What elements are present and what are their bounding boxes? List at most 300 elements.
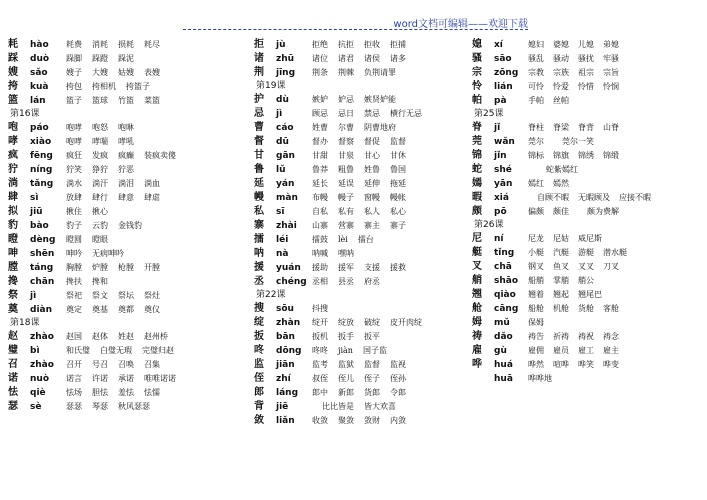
vocab-row bbox=[254, 66, 466, 80]
vocab-words bbox=[312, 66, 466, 80]
vocab-character: 拟 bbox=[8, 206, 18, 217]
vocab-word: 可怜 bbox=[528, 82, 544, 91]
vocab-pinyin: wǎn bbox=[494, 137, 515, 147]
vocab-words bbox=[528, 135, 704, 149]
lesson-heading: 第16课 bbox=[10, 109, 40, 119]
vocab-character: 耗 bbox=[8, 39, 18, 50]
vocab-word: 支援 bbox=[364, 263, 380, 272]
vocab-character: 曹 bbox=[254, 122, 264, 133]
vocab-word: 侄儿 bbox=[338, 374, 354, 383]
vocab-word: 诸侯 bbox=[364, 54, 380, 63]
vocab-character: 嫣 bbox=[472, 178, 482, 189]
vocab-row bbox=[8, 372, 245, 386]
vocab-pinyin: yuán bbox=[276, 263, 301, 273]
vocab-word: 幔子 bbox=[338, 193, 354, 202]
vocab-word: 比比皆是 bbox=[322, 402, 354, 411]
vocab-word: 宗教 bbox=[528, 68, 544, 77]
vocab-word: 姑嫂 bbox=[118, 68, 134, 77]
vocab-character: 私 bbox=[254, 206, 264, 217]
vocab-words bbox=[66, 149, 245, 163]
vocab-pinyin: dǎo bbox=[494, 332, 513, 342]
column-right bbox=[472, 38, 704, 386]
vocab-pinyin: cáo bbox=[276, 123, 294, 133]
vocab-pinyin: ní bbox=[494, 234, 504, 244]
vocab-pinyin: duò bbox=[30, 54, 50, 64]
vocab-words bbox=[66, 191, 245, 205]
vocab-word: 胆怯 bbox=[92, 388, 108, 397]
vocab-pinyin: chān bbox=[30, 277, 55, 287]
vocab-words bbox=[312, 344, 466, 358]
vocab-row bbox=[8, 121, 245, 135]
vocab-word: 淌血 bbox=[144, 179, 160, 188]
vocab-character: 怯 bbox=[8, 387, 18, 398]
vocab-pinyin: chā bbox=[494, 262, 512, 272]
vocab-row bbox=[254, 344, 466, 358]
vocab-row bbox=[8, 358, 245, 372]
vocab-word: 祭坛 bbox=[118, 291, 134, 300]
vocab-row bbox=[8, 247, 245, 261]
vocab-pinyin: jǐ bbox=[494, 123, 501, 133]
vocab-row bbox=[472, 38, 704, 52]
vocab-pinyin: dōng bbox=[276, 346, 302, 356]
vocab-words bbox=[528, 149, 704, 163]
vocab-word: 搀扶 bbox=[66, 277, 82, 286]
vocab-word: 莞尔一笑 bbox=[562, 137, 594, 146]
vocab-word: 负荆请罪 bbox=[364, 68, 396, 77]
vocab-row bbox=[254, 163, 466, 177]
vocab-word: 嘿呐 bbox=[338, 249, 354, 258]
vocab-word: 怯懦 bbox=[144, 388, 160, 397]
vocab-row bbox=[8, 275, 245, 289]
vocab-pinyin: jiān bbox=[276, 360, 295, 370]
vocab-word: 云豹 bbox=[92, 221, 108, 230]
vocab-word: 怜爱 bbox=[553, 82, 569, 91]
vocab-word: 粗鲁 bbox=[338, 165, 354, 174]
vocab-pinyin: jīng bbox=[276, 68, 296, 78]
vocab-word: 祷祝 bbox=[578, 332, 594, 341]
vocab-row bbox=[254, 107, 466, 121]
vocab-word: 耗尽 bbox=[144, 40, 160, 49]
vocab-words bbox=[528, 302, 704, 316]
vocab-words bbox=[66, 135, 245, 149]
vocab-word: 金钱豹 bbox=[118, 221, 142, 230]
column-left bbox=[8, 38, 245, 414]
vocab-row bbox=[8, 289, 245, 303]
vocab-pinyin: pà bbox=[494, 96, 507, 106]
vocab-pinyin: chéng bbox=[276, 277, 307, 287]
vocab-character: 郎 bbox=[254, 387, 264, 398]
vocab-word: 叉叉 bbox=[578, 262, 594, 271]
vocab-pinyin: fēng bbox=[30, 151, 53, 161]
vocab-character: 荆 bbox=[254, 67, 264, 78]
vocab-character: 怜 bbox=[472, 81, 482, 92]
vocab-character: 延 bbox=[254, 178, 264, 189]
vocab-row bbox=[8, 38, 245, 52]
vocab-word: 唯唯诺诺 bbox=[144, 374, 176, 383]
vocab-row bbox=[8, 330, 245, 344]
vocab-pinyin: hào bbox=[30, 40, 49, 50]
vocab-word: 弟媳 bbox=[603, 40, 619, 49]
vocab-word: 甘泉 bbox=[338, 151, 354, 160]
vocab-word: 监督 bbox=[364, 360, 380, 369]
vocab-word: 皮开肉绽 bbox=[390, 318, 422, 327]
vocab-word: 锦标 bbox=[528, 151, 544, 160]
lesson-heading: 第19课 bbox=[256, 81, 286, 91]
vocab-word: 咆哮 bbox=[66, 137, 82, 146]
vocab-word: 客舱 bbox=[603, 304, 619, 313]
vocab-word: 顾忌 bbox=[312, 109, 328, 118]
lesson-heading: 第26课 bbox=[474, 220, 504, 230]
vocab-words bbox=[66, 372, 245, 386]
vocab-word: 骚动 bbox=[553, 54, 569, 63]
vocab-row bbox=[472, 344, 704, 358]
vocab-word: 嫂子 bbox=[66, 68, 82, 77]
vocab-word: 监视 bbox=[390, 360, 406, 369]
vocab-character: 援 bbox=[254, 262, 264, 273]
vocab-row bbox=[472, 358, 704, 372]
vocab-row bbox=[8, 303, 245, 317]
vocab-character: 背 bbox=[254, 401, 264, 412]
vocab-pinyin: lián bbox=[494, 82, 513, 92]
vocab-word: 奠定 bbox=[66, 305, 82, 314]
vocab-word: 自顾不暇 bbox=[537, 193, 569, 202]
vocab-row bbox=[472, 80, 704, 94]
vocab-character: 祷 bbox=[472, 331, 482, 342]
vocab-word: 肆行 bbox=[92, 193, 108, 202]
vocab-words bbox=[66, 66, 245, 80]
vocab-character: 擂 bbox=[254, 234, 264, 245]
vocab-row bbox=[472, 163, 704, 177]
vocab-character: 翘 bbox=[472, 289, 482, 300]
lesson-heading: 第18课 bbox=[10, 318, 40, 328]
vocab-word: 白璧无瑕 bbox=[100, 346, 132, 355]
vocab-word: 炉膛 bbox=[92, 263, 108, 272]
vocab-words bbox=[66, 303, 245, 317]
vocab-row bbox=[8, 52, 245, 66]
vocab-character: 咆 bbox=[8, 122, 18, 133]
vocab-pinyin: dèng bbox=[30, 235, 56, 245]
vocab-word: 应接不暇 bbox=[619, 193, 651, 202]
vocab-word: 诸位 bbox=[312, 54, 328, 63]
vocab-pinyin: tǎng bbox=[30, 179, 54, 189]
vocab-word: 自私 bbox=[312, 207, 328, 216]
vocab-word: 无暇顾及 bbox=[578, 193, 610, 202]
vocab-words bbox=[528, 232, 704, 246]
vocab-word: 手帕 bbox=[528, 96, 544, 105]
vocab-word: 监督 bbox=[390, 137, 406, 146]
vocab-word: 蛇紫嫣红 bbox=[546, 165, 578, 174]
vocab-pinyin: zhào bbox=[30, 360, 54, 370]
vocab-row bbox=[8, 94, 245, 108]
vocab-word: 姓赵 bbox=[118, 332, 134, 341]
vocab-character: 呐 bbox=[254, 248, 264, 259]
vocab-words bbox=[528, 344, 704, 358]
vocab-words bbox=[312, 93, 466, 107]
vocab-row bbox=[254, 414, 466, 428]
vocab-pinyin: màn bbox=[276, 193, 298, 203]
vocab-word: 荆棘 bbox=[338, 68, 354, 77]
vocab-words bbox=[312, 372, 466, 386]
vocab-word: 翘着 bbox=[528, 290, 544, 299]
vocab-word: 牢骚 bbox=[603, 54, 619, 63]
vocab-row bbox=[8, 344, 245, 358]
vocab-character: 淌 bbox=[8, 178, 18, 189]
vocab-word: 诸多 bbox=[390, 54, 406, 63]
vocab-word: 寨子 bbox=[390, 221, 406, 230]
vocab-word: 丝帕 bbox=[553, 96, 569, 105]
vocab-pinyin: pō bbox=[494, 207, 507, 217]
vocab-word: 机舱 bbox=[553, 304, 569, 313]
vocab-pinyin: lán bbox=[30, 96, 46, 106]
vocab-word: 延伸 bbox=[364, 179, 380, 188]
vocab-pinyin: jiū bbox=[30, 207, 43, 217]
vocab-word: 羞怯 bbox=[118, 388, 134, 397]
vocab-pinyin: sī bbox=[276, 207, 285, 217]
vocab-word: 召开 bbox=[66, 360, 82, 369]
vocab-word: 枪膛 bbox=[118, 263, 134, 272]
vocab-word: 聚敛 bbox=[338, 416, 354, 425]
vocab-word: 颇佳 bbox=[553, 207, 569, 216]
vocab-word: 妒忌 bbox=[338, 95, 354, 104]
vocab-row bbox=[254, 247, 466, 261]
vocab-character: 舱 bbox=[472, 303, 482, 314]
vocab-word: 令郎 bbox=[390, 388, 406, 397]
vocab-row bbox=[8, 261, 245, 275]
vocab-character: 骚 bbox=[472, 53, 482, 64]
vocab-words bbox=[66, 247, 245, 261]
vocab-words bbox=[312, 219, 466, 233]
vocab-character: 忌 bbox=[254, 108, 264, 119]
vocab-word: lèi bbox=[338, 235, 348, 244]
header-text: word文档可编辑——欢迎下载 bbox=[393, 19, 528, 30]
vocab-pinyin: gù bbox=[494, 346, 507, 356]
vocab-character: 呻 bbox=[8, 248, 18, 259]
vocab-pinyin: xiá bbox=[494, 193, 509, 203]
vocab-character: 雇 bbox=[472, 345, 482, 356]
vocab-character: 拒 bbox=[254, 39, 264, 50]
vocab-words bbox=[528, 80, 704, 94]
vocab-character: 哗 bbox=[472, 359, 482, 370]
vocab-word: 扳机 bbox=[312, 332, 328, 341]
vocab-words bbox=[528, 246, 704, 260]
vocab-word: 叔侄 bbox=[312, 374, 328, 383]
vocab-word: 许诺 bbox=[92, 374, 108, 383]
vocab-word: 淌泪 bbox=[118, 179, 134, 188]
vocab-word: 胸膛 bbox=[66, 263, 82, 272]
vocab-row bbox=[472, 316, 704, 330]
vocab-words bbox=[528, 330, 704, 344]
vocab-word: 搀和 bbox=[92, 277, 108, 286]
vocab-word: 呻吟 bbox=[66, 249, 82, 258]
vocab-words bbox=[312, 135, 466, 149]
vocab-word: 表嫂 bbox=[144, 68, 160, 77]
vocab-row bbox=[254, 93, 466, 107]
vocab-pinyin: zhàn bbox=[276, 318, 301, 328]
vocab-row bbox=[472, 191, 704, 205]
vocab-pinyin: qiè bbox=[30, 388, 46, 398]
vocab-words bbox=[66, 386, 245, 400]
vocab-word: 山脊 bbox=[603, 123, 619, 132]
vocab-word: 祭祀 bbox=[66, 291, 82, 300]
vocab-word: 狞恶 bbox=[118, 165, 134, 174]
vocab-pinyin: yán bbox=[276, 179, 295, 189]
vocab-word: 怜悯 bbox=[603, 82, 619, 91]
vocab-words bbox=[66, 261, 245, 275]
vocab-pinyin: jì bbox=[30, 291, 37, 301]
vocab-words bbox=[312, 163, 466, 177]
vocab-word: 幔帐 bbox=[390, 193, 406, 202]
vocab-pinyin: sì bbox=[30, 193, 39, 203]
vocab-words bbox=[312, 414, 466, 428]
vocab-words bbox=[312, 247, 466, 261]
vocab-character: 祭 bbox=[8, 290, 18, 301]
vocab-word: 汽艇 bbox=[553, 248, 569, 257]
vocab-word: 锦旗 bbox=[553, 151, 569, 160]
vocab-character: 奠 bbox=[8, 304, 18, 315]
vocab-word: 扳平 bbox=[364, 332, 380, 341]
vocab-word: 咆哮 bbox=[66, 123, 82, 132]
vocab-word: 豹子 bbox=[66, 221, 82, 230]
vocab-word: 扳手 bbox=[338, 332, 354, 341]
vocab-word: 拒绝 bbox=[312, 40, 328, 49]
vocab-word: 琴瑟 bbox=[92, 402, 108, 411]
vocab-word: 诸君 bbox=[338, 54, 354, 63]
vocab-word: 援救 bbox=[390, 263, 406, 272]
vocab-word: 狞笑 bbox=[66, 165, 82, 174]
vocab-row bbox=[254, 386, 466, 400]
vocab-word: 大嫂 bbox=[92, 68, 108, 77]
vocab-character: 鲁 bbox=[254, 164, 264, 175]
vocab-words bbox=[312, 386, 466, 400]
vocab-word: 赵国 bbox=[66, 332, 82, 341]
vocab-character: 瑟 bbox=[8, 401, 18, 412]
vocab-words bbox=[528, 260, 704, 274]
vocab-words bbox=[528, 177, 704, 191]
vocab-word: 丞相 bbox=[312, 277, 328, 286]
vocab-word: 宗旨 bbox=[603, 68, 619, 77]
vocab-words bbox=[66, 163, 245, 177]
vocab-row bbox=[8, 135, 245, 149]
vocab-word: 货舱 bbox=[578, 304, 594, 313]
vocab-pinyin: bào bbox=[30, 221, 49, 231]
vocab-word: 姓鲁 bbox=[364, 165, 380, 174]
vocab-word: 宗族 bbox=[553, 68, 569, 77]
vocab-words bbox=[312, 191, 466, 205]
vocab-word: 侄孙 bbox=[390, 374, 406, 383]
vocab-word: 跺蹬 bbox=[92, 54, 108, 63]
vocab-word: 淌水 bbox=[66, 179, 82, 188]
page-header bbox=[183, 15, 528, 30]
vocab-word: 挎篮子 bbox=[126, 82, 150, 91]
vocab-row bbox=[254, 135, 466, 149]
lesson-heading: 第25课 bbox=[474, 109, 504, 119]
vocab-word: 装疯卖傻 bbox=[144, 151, 176, 160]
vocab-words bbox=[312, 205, 466, 219]
vocab-pinyin: zhào bbox=[30, 332, 54, 342]
vocab-character: 哮 bbox=[8, 136, 18, 147]
vocab-word: 婆媳 bbox=[553, 40, 569, 49]
vocab-words bbox=[312, 233, 466, 247]
vocab-words bbox=[528, 121, 704, 135]
vocab-character: 叉 bbox=[472, 261, 482, 272]
vocab-word: 瞪眼 bbox=[92, 235, 108, 244]
vocab-word: 擂鼓 bbox=[312, 235, 328, 244]
vocab-word: 嫣红 bbox=[528, 179, 544, 188]
vocab-word: 延误 bbox=[338, 179, 354, 188]
vocab-character: 膛 bbox=[8, 262, 18, 273]
vocab-word: 威尼斯 bbox=[578, 234, 602, 243]
vocab-row bbox=[472, 135, 704, 149]
vocab-words bbox=[528, 191, 704, 205]
vocab-pinyin: cāng bbox=[494, 304, 519, 314]
vocab-row bbox=[254, 38, 466, 52]
vocab-character: 挎 bbox=[8, 81, 18, 92]
vocab-word: 抗拒 bbox=[338, 40, 354, 49]
vocab-pinyin: zhí bbox=[276, 374, 291, 384]
vocab-word: 脊柱 bbox=[528, 123, 544, 132]
vocab-word: 甘甜 bbox=[312, 151, 328, 160]
vocab-word: 耗费 bbox=[66, 40, 82, 49]
vocab-row bbox=[472, 177, 704, 191]
vocab-word: 国子监 bbox=[362, 346, 387, 355]
vocab-word: 疯狂 bbox=[66, 151, 82, 160]
vocab-row bbox=[472, 205, 704, 219]
vocab-word: 奠基 bbox=[92, 305, 108, 314]
vocab-pinyin: shāo bbox=[494, 276, 519, 286]
vocab-character: 扳 bbox=[254, 331, 264, 342]
vocab-row bbox=[472, 232, 704, 246]
vocab-word: 狰狞 bbox=[92, 165, 108, 174]
vocab-pinyin: jì bbox=[276, 109, 283, 119]
vocab-word: 咆怒 bbox=[92, 123, 108, 132]
vocab-word: 拖延 bbox=[390, 179, 406, 188]
vocab-word: 鱼叉 bbox=[553, 262, 569, 271]
vocab-word: jiàn bbox=[338, 346, 353, 355]
vocab-word: 哗哗地 bbox=[528, 374, 552, 383]
vocab-word: 篮球 bbox=[92, 96, 108, 105]
vocab-word: 府丞 bbox=[364, 277, 380, 286]
vocab-word: 艄公 bbox=[578, 276, 594, 285]
vocab-word: 鲁莽 bbox=[312, 165, 328, 174]
vocab-row bbox=[472, 330, 704, 344]
column-middle bbox=[254, 38, 466, 428]
vocab-pinyin: shēn bbox=[30, 249, 55, 259]
vocab-character: 媳 bbox=[472, 39, 482, 50]
vocab-character: 颇 bbox=[472, 206, 482, 217]
vocab-words bbox=[312, 400, 466, 414]
vocab-character: 艇 bbox=[472, 247, 482, 258]
vocab-word: 损耗 bbox=[118, 40, 134, 49]
vocab-words bbox=[528, 288, 704, 302]
vocab-words bbox=[66, 94, 245, 108]
vocab-row bbox=[254, 121, 466, 135]
vocab-word: 雇员 bbox=[553, 346, 569, 355]
vocab-pinyin: bì bbox=[30, 346, 40, 356]
vocab-word: 秋风瑟瑟 bbox=[118, 402, 150, 411]
vocab-word: 甘休 bbox=[390, 151, 406, 160]
vocab-words bbox=[528, 38, 704, 52]
vocab-word: 尼龙 bbox=[528, 234, 544, 243]
vocab-word: 船艄 bbox=[528, 276, 544, 285]
vocab-word: 祷告 bbox=[528, 332, 544, 341]
vocab-pinyin: níng bbox=[30, 165, 53, 175]
vocab-word: 跺泥 bbox=[118, 54, 134, 63]
vocab-pinyin: shé bbox=[494, 165, 512, 175]
vocab-words bbox=[66, 344, 245, 358]
vocab-word: 钢叉 bbox=[528, 262, 544, 271]
vocab-words bbox=[312, 107, 466, 121]
vocab-character: 敛 bbox=[254, 415, 264, 426]
